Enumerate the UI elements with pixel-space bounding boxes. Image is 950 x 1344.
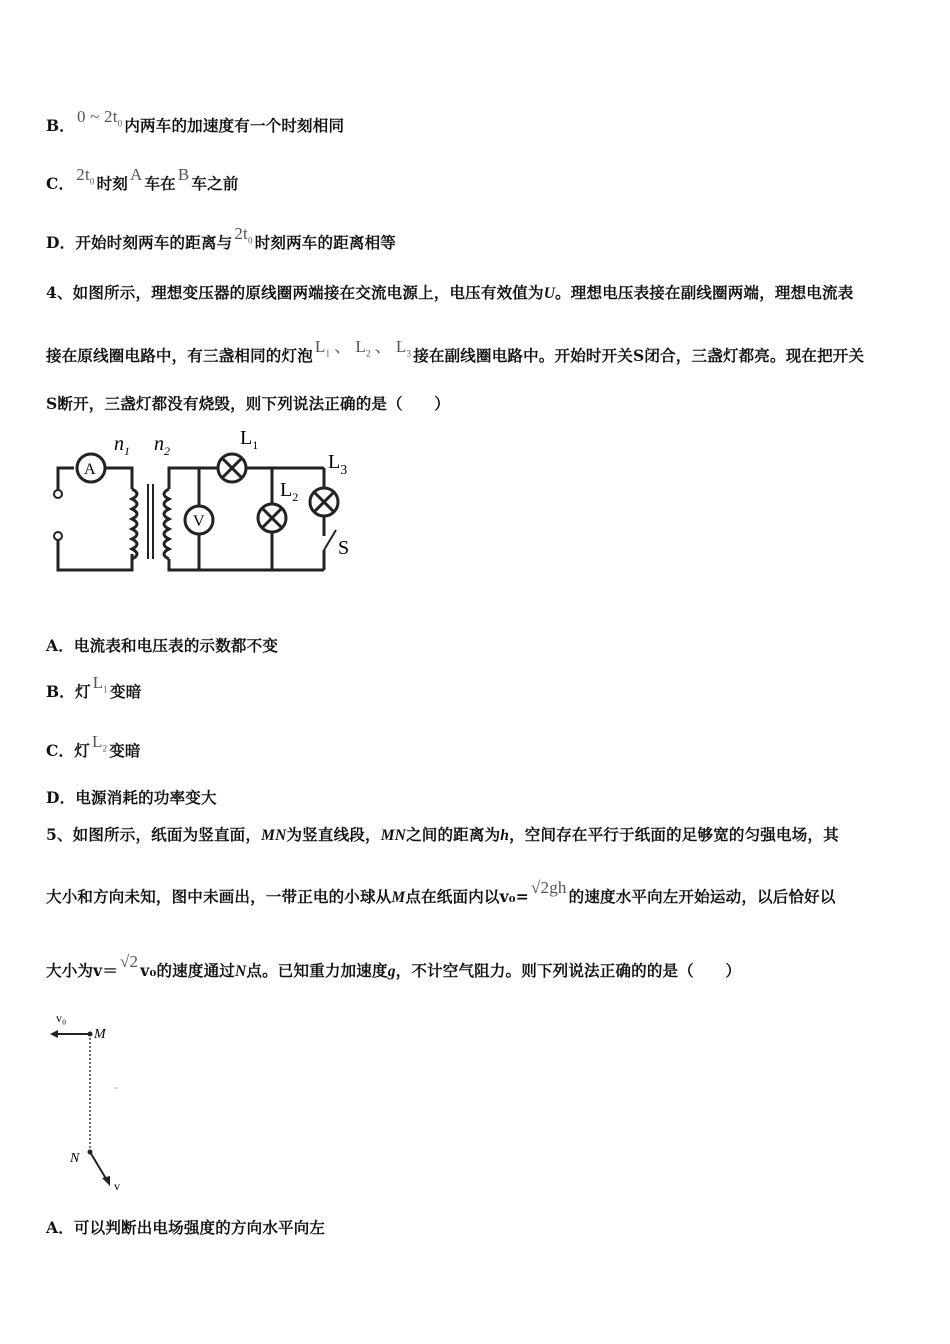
l1-label: $L_1$ (240, 427, 259, 452)
primary-coil (132, 489, 137, 559)
q5-text-line3: 大小为v＝ √2 v₀的速度通过N点。已知重力加速度g，不计空气阻力。则下列说法正确的的是（ ） (46, 952, 742, 980)
q3-option-b: B． 0 ~ $2t_0$ 内两车的加速度有一个时刻相同 (46, 107, 345, 135)
q5-text-line1: 5、如图所示，纸面为竖直面，MN为竖直线段，MN之间的距离为h，空间存在平行于纸面的足够宽的匀强电场，其 (46, 825, 839, 844)
q4-text-line2: 接在原线圈电路中，有三盏相同的灯泡 $L_1$ 、 $L_2$ 、 $L_3$ 接在副线圈电路中。开始时开关S闭合，三盏灯都亮。现在把开关 (46, 337, 865, 365)
ammeter-label: A (84, 461, 96, 478)
q3-option-d: D．开始时刻两车的距离与 $2t_0$ 时刻两车的距离相等 (46, 224, 396, 252)
n2-label: $n_2$ (154, 433, 170, 458)
q5-option-a: A．可以判断出电场强度的方向水平向左 (46, 1218, 326, 1237)
math-expr: 0 ~ $2t_0$ (77, 107, 123, 129)
terminal-top (54, 490, 62, 498)
q5-text-line2: 大小和方向未知，图中未画出，一带正电的小球从M点在纸面内以v₀= √2gh 的速度水平向左开始运动，以后恰好以 (46, 878, 836, 906)
v0-label: v₀ (56, 1011, 67, 1025)
q3-option-c: C． $2t_0$ 时刻 A 车在 B 车之前 (46, 165, 239, 193)
n1-label: $n_1$ (114, 433, 130, 458)
q4-text-line1: 4、如图所示，理想变压器的原线圈两端接在交流电源上，电压有效值为U。理想电压表接在副线圈两端，理想电流表 (46, 283, 854, 302)
q4-text-line3: S断开，三盏灯都没有烧毁，则下列说法正确的是（ ） (46, 394, 450, 413)
l2-label: $L_2$ (280, 479, 299, 504)
q4-option-d: D．电源消耗的功率变大 (46, 788, 217, 807)
v-label: v (114, 1179, 120, 1193)
switch-label: S (338, 537, 350, 559)
m-label: M (94, 1027, 106, 1042)
q4-option-c: C．灯 $L_2$ 变暗 (46, 732, 141, 760)
transformer-circuit-diagram (44, 424, 364, 580)
terminal-bottom (54, 532, 62, 540)
mn-motion-diagram (44, 1006, 144, 1196)
voltmeter-label: V (193, 513, 205, 530)
point-m (88, 1032, 93, 1037)
l3-label: $L_3$ (328, 451, 348, 478)
switch-s-symbol (324, 530, 336, 550)
secondary-coil (164, 489, 169, 559)
q4-option-b: B．灯 $L_1$ 变暗 (46, 673, 142, 701)
q4-option-a: A．电流表和电压表的示数都不变 (46, 636, 279, 655)
n-label: N (70, 1151, 80, 1166)
